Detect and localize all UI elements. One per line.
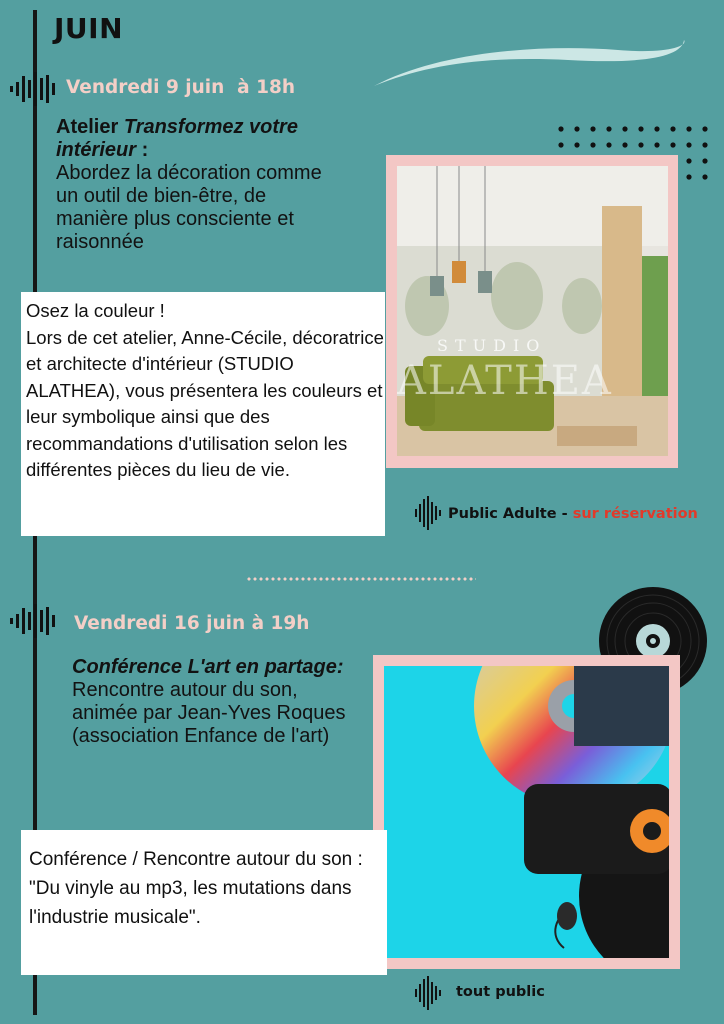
soundwave-icon: [8, 604, 60, 638]
event1-body-line1: Osez la couleur !: [26, 300, 165, 321]
event1-photo-frame: [386, 155, 678, 468]
event1-title-description: Abordez la décoration comme un outil de bien-être, de manière plus consciente et raisonnée: [56, 162, 322, 253]
month-heading: JUIN: [54, 12, 124, 45]
event2-title-emphasis: Conférence L'art en partage:: [72, 656, 344, 678]
event2-audience-tag: tout public: [456, 984, 545, 1000]
event1-body-line2: Lors de cet atelier, Anne-Cécile, décoratrice et architecte d'intérieur (STUDIO ALATHEA), vous présentera les couleurs et leur symbolique ainsi que des recommandations d'utilisation selon les différentes pièces du lieu de vie.: [26, 326, 384, 480]
event1-title-suffix: :: [136, 139, 149, 161]
soundwave-icon: [414, 976, 444, 1010]
event1-title: [56, 116, 356, 254]
event1-date: Vendredi 9 juin à 18h: [66, 77, 296, 98]
soundwave-icon: [8, 72, 60, 106]
event1-separator: -: [556, 506, 573, 522]
living-room-photo: [397, 166, 668, 456]
event2-body: Conférence / Rencontre autour du son : "Du vinyle au mp3, les mutations dans l'industrie musicale".: [29, 849, 363, 928]
event1-reservation: sur réservation: [572, 506, 698, 522]
event1-title-prefix: Atelier: [56, 116, 124, 138]
event2-title-description: Rencontre autour du son, animée par Jean-Yves Roques (association Enfance de l'art): [72, 679, 346, 747]
event1-audience-tag: [448, 506, 698, 522]
event2-title: [72, 656, 348, 748]
soundwave-icon: [414, 496, 444, 530]
event2-description-box: [21, 830, 387, 975]
event2-photo-frame: [373, 655, 680, 969]
event1-title-emphasis: Transformez votre intérieur: [56, 116, 298, 161]
photo-watermark-top: STUDIO: [437, 336, 547, 355]
event1-audience: Public Adulte: [448, 506, 557, 522]
event1-description-box: [21, 292, 385, 536]
cd-and-mp3-photo: [384, 666, 669, 958]
section-separator: [246, 577, 476, 581]
event2-photo: [384, 666, 669, 958]
photo-watermark-bottom: ALATHEA: [397, 358, 613, 404]
event2-date: Vendredi 16 juin à 19h: [74, 613, 310, 634]
swoosh-decoration: [368, 34, 694, 94]
event1-photo: [397, 166, 668, 456]
